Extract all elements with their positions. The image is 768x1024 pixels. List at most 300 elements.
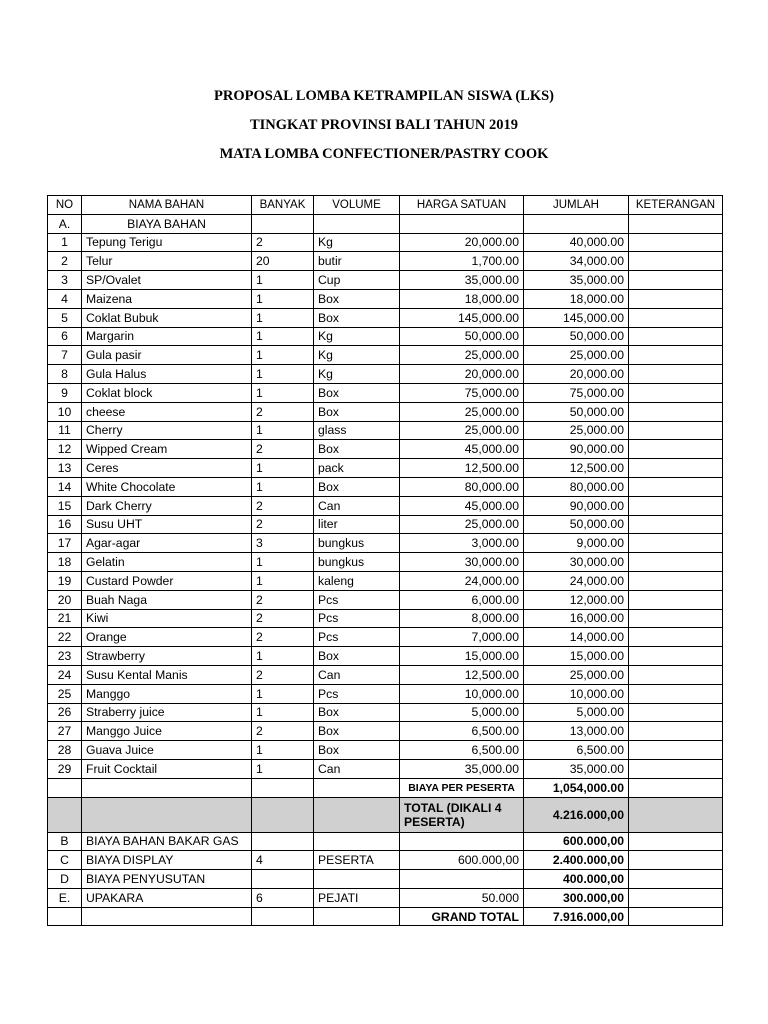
header-jumlah: JUMLAH xyxy=(524,196,629,215)
item-qty: 1 xyxy=(252,741,314,760)
item-no: 11 xyxy=(48,421,82,440)
item-no: 27 xyxy=(48,722,82,741)
item-name: Straberry juice xyxy=(82,703,252,722)
item-no: 16 xyxy=(48,515,82,534)
item-name: Ceres xyxy=(82,459,252,478)
per-participant-row xyxy=(48,778,723,797)
item-name: Custard Powder xyxy=(82,571,252,590)
item-price: 45,000.00 xyxy=(400,496,524,515)
header-row xyxy=(48,196,723,215)
item-qty: 1 xyxy=(252,365,314,384)
item-total: 50,000.00 xyxy=(524,327,629,346)
item-note xyxy=(629,722,723,741)
item-note xyxy=(629,571,723,590)
title-line-2: TINGKAT PROVINSI BALI TAHUN 2019 xyxy=(249,117,519,133)
item-name: Susu UHT xyxy=(82,515,252,534)
item-price: 5,000.00 xyxy=(400,703,524,722)
item-note xyxy=(629,609,723,628)
item-qty: 1 xyxy=(252,271,314,290)
item-unit: Box xyxy=(314,741,400,760)
item-note xyxy=(629,553,723,572)
extra-name: BIAYA PENYUSUTAN xyxy=(82,870,252,889)
item-qty: 2 xyxy=(252,609,314,628)
item-unit: Box xyxy=(314,647,400,666)
item-qty: 2 xyxy=(252,590,314,609)
item-unit: Pcs xyxy=(314,628,400,647)
item-unit: bungkus xyxy=(314,534,400,553)
item-total: 13,000.00 xyxy=(524,722,629,741)
table-row xyxy=(48,665,723,684)
item-name: Wipped Cream xyxy=(82,440,252,459)
item-price: 6,500.00 xyxy=(400,722,524,741)
extra-price xyxy=(400,832,524,851)
empty-cell xyxy=(629,797,723,832)
extra-unit xyxy=(314,832,400,851)
item-unit: Box xyxy=(314,308,400,327)
item-unit: Box xyxy=(314,440,400,459)
table-row xyxy=(48,553,723,572)
item-name: Coklat Bubuk xyxy=(82,308,252,327)
item-no: 14 xyxy=(48,477,82,496)
empty-cell xyxy=(48,797,82,832)
item-unit: Box xyxy=(314,289,400,308)
item-price: 145,000.00 xyxy=(400,308,524,327)
item-note xyxy=(629,684,723,703)
item-unit: Can xyxy=(314,496,400,515)
item-note xyxy=(629,759,723,778)
item-unit: Pcs xyxy=(314,609,400,628)
item-note xyxy=(629,271,723,290)
item-unit: bungkus xyxy=(314,553,400,572)
item-qty: 2 xyxy=(252,628,314,647)
item-qty: 20 xyxy=(252,252,314,271)
table-row xyxy=(48,459,723,478)
item-total: 25,000.00 xyxy=(524,346,629,365)
item-price: 35,000.00 xyxy=(400,271,524,290)
item-total: 40,000.00 xyxy=(524,233,629,252)
item-price: 75,000.00 xyxy=(400,383,524,402)
item-qty: 1 xyxy=(252,477,314,496)
item-total: 9,000.00 xyxy=(524,534,629,553)
item-price: 15,000.00 xyxy=(400,647,524,666)
item-price: 25,000.00 xyxy=(400,421,524,440)
item-no: 9 xyxy=(48,383,82,402)
empty-cell xyxy=(48,778,82,797)
empty-cell xyxy=(252,778,314,797)
item-price: 18,000.00 xyxy=(400,289,524,308)
item-total: 75,000.00 xyxy=(524,383,629,402)
item-unit: glass xyxy=(314,421,400,440)
item-qty: 1 xyxy=(252,553,314,572)
item-unit: Box xyxy=(314,477,400,496)
item-name: Fruit Cocktail xyxy=(82,759,252,778)
item-name: SP/Ovalet xyxy=(82,271,252,290)
item-name: Dark Cherry xyxy=(82,496,252,515)
empty-cell xyxy=(252,797,314,832)
extra-note xyxy=(629,870,723,889)
item-unit: Can xyxy=(314,665,400,684)
table-row xyxy=(48,365,723,384)
item-name: Cherry xyxy=(82,421,252,440)
item-total: 15,000.00 xyxy=(524,647,629,666)
item-total: 25,000.00 xyxy=(524,421,629,440)
extra-row xyxy=(48,888,723,907)
item-unit: Box xyxy=(314,722,400,741)
item-price: 35,000.00 xyxy=(400,759,524,778)
item-no: 3 xyxy=(48,271,82,290)
header-no: NO xyxy=(48,196,82,215)
item-qty: 1 xyxy=(252,571,314,590)
item-price: 50,000.00 xyxy=(400,327,524,346)
item-note xyxy=(629,421,723,440)
item-no: 22 xyxy=(48,628,82,647)
item-name: Buah Naga xyxy=(82,590,252,609)
item-total: 5,000.00 xyxy=(524,703,629,722)
item-note xyxy=(629,233,723,252)
item-total: 18,000.00 xyxy=(524,289,629,308)
item-qty: 1 xyxy=(252,383,314,402)
total-row xyxy=(48,797,723,832)
item-name: cheese xyxy=(82,402,252,421)
item-name: Coklat block xyxy=(82,383,252,402)
extra-total: 2.400.000,00 xyxy=(524,851,629,870)
extra-name: UPAKARA xyxy=(82,888,252,907)
item-qty: 2 xyxy=(252,440,314,459)
item-qty: 2 xyxy=(252,722,314,741)
extra-no: D xyxy=(48,870,82,889)
header-volume: VOLUME xyxy=(314,196,400,215)
header-nama-bahan: NAMA BAHAN xyxy=(82,196,252,215)
item-no: 21 xyxy=(48,609,82,628)
item-note xyxy=(629,459,723,478)
item-no: 18 xyxy=(48,553,82,572)
item-name: Guava Juice xyxy=(82,741,252,760)
item-total: 50,000.00 xyxy=(524,515,629,534)
extra-unit: PESERTA xyxy=(314,851,400,870)
item-name: Gelatin xyxy=(82,553,252,572)
item-no: 1 xyxy=(48,233,82,252)
item-total: 35,000.00 xyxy=(524,759,629,778)
item-note xyxy=(629,534,723,553)
item-no: 23 xyxy=(48,647,82,666)
item-qty: 1 xyxy=(252,421,314,440)
item-note xyxy=(629,477,723,496)
section-no: A. xyxy=(48,214,82,233)
empty-cell xyxy=(314,797,400,832)
item-unit: Pcs xyxy=(314,684,400,703)
item-total: 145,000.00 xyxy=(524,308,629,327)
table-row xyxy=(48,421,723,440)
extra-total: 300.000,00 xyxy=(524,888,629,907)
header-keterangan: KETERANGAN xyxy=(629,196,723,215)
item-note xyxy=(629,703,723,722)
item-total: 90,000.00 xyxy=(524,496,629,515)
item-note xyxy=(629,515,723,534)
item-no: 12 xyxy=(48,440,82,459)
item-total: 16,000.00 xyxy=(524,609,629,628)
item-no: 20 xyxy=(48,590,82,609)
item-unit: pack xyxy=(314,459,400,478)
item-price: 25,000.00 xyxy=(400,346,524,365)
section-label: BIAYA BAHAN xyxy=(82,214,252,233)
item-no: 28 xyxy=(48,741,82,760)
item-no: 4 xyxy=(48,289,82,308)
extra-total: 600.000,00 xyxy=(524,832,629,851)
empty-cell xyxy=(629,907,723,926)
item-unit: Box xyxy=(314,402,400,421)
item-note xyxy=(629,665,723,684)
table-row xyxy=(48,233,723,252)
extra-price: 600.000,00 xyxy=(400,851,524,870)
item-qty: 1 xyxy=(252,647,314,666)
item-note xyxy=(629,327,723,346)
item-qty: 1 xyxy=(252,703,314,722)
grand-total-value: 7.916.000,00 xyxy=(524,907,629,926)
item-no: 15 xyxy=(48,496,82,515)
grand-total-label: GRAND TOTAL xyxy=(400,907,524,926)
item-price: 7,000.00 xyxy=(400,628,524,647)
item-total: 20,000.00 xyxy=(524,365,629,384)
item-unit: kaleng xyxy=(314,571,400,590)
item-total: 80,000.00 xyxy=(524,477,629,496)
item-note xyxy=(629,289,723,308)
item-total: 90,000.00 xyxy=(524,440,629,459)
item-note xyxy=(629,308,723,327)
item-qty: 2 xyxy=(252,233,314,252)
table-row xyxy=(48,515,723,534)
item-name: Orange xyxy=(82,628,252,647)
extra-qty: 6 xyxy=(252,888,314,907)
header-banyak: BANYAK xyxy=(252,196,314,215)
item-name: Strawberry xyxy=(82,647,252,666)
item-qty: 1 xyxy=(252,759,314,778)
item-note xyxy=(629,252,723,271)
item-no: 8 xyxy=(48,365,82,384)
empty-cell xyxy=(314,907,400,926)
item-qty: 3 xyxy=(252,534,314,553)
item-name: Kiwi xyxy=(82,609,252,628)
empty-cell xyxy=(82,907,252,926)
item-price: 8,000.00 xyxy=(400,609,524,628)
item-name: Tepung Terigu xyxy=(82,233,252,252)
extra-note xyxy=(629,851,723,870)
item-qty: 2 xyxy=(252,665,314,684)
item-qty: 1 xyxy=(252,459,314,478)
per-participant-label: BIAYA PER PESERTA xyxy=(400,778,524,797)
table-row xyxy=(48,609,723,628)
item-unit: Box xyxy=(314,383,400,402)
per-participant-total: 1,054,000.00 xyxy=(524,778,629,797)
item-total: 30,000.00 xyxy=(524,553,629,572)
item-no: 5 xyxy=(48,308,82,327)
section-a-row xyxy=(48,214,723,233)
item-no: 19 xyxy=(48,571,82,590)
table-row xyxy=(48,252,723,271)
table-row xyxy=(48,534,723,553)
extra-note xyxy=(629,832,723,851)
item-qty: 2 xyxy=(252,496,314,515)
extra-no: E. xyxy=(48,888,82,907)
item-qty: 2 xyxy=(252,515,314,534)
item-note xyxy=(629,346,723,365)
grand-total-row xyxy=(48,907,723,926)
table-row xyxy=(48,590,723,609)
table-row xyxy=(48,703,723,722)
item-qty: 2 xyxy=(252,402,314,421)
item-price: 30,000.00 xyxy=(400,553,524,572)
item-name: Manggo xyxy=(82,684,252,703)
table-row xyxy=(48,477,723,496)
item-note xyxy=(629,402,723,421)
item-no: 25 xyxy=(48,684,82,703)
item-price: 20,000.00 xyxy=(400,233,524,252)
extra-total: 400.000,00 xyxy=(524,870,629,889)
item-total: 35,000.00 xyxy=(524,271,629,290)
item-no: 7 xyxy=(48,346,82,365)
extra-name: BIAYA DISPLAY xyxy=(82,851,252,870)
item-price: 25,000.00 xyxy=(400,402,524,421)
item-price: 20,000.00 xyxy=(400,365,524,384)
item-note xyxy=(629,590,723,609)
item-name: Telur xyxy=(82,252,252,271)
item-qty: 1 xyxy=(252,327,314,346)
item-unit: Kg xyxy=(314,233,400,252)
table-row xyxy=(48,346,723,365)
item-price: 25,000.00 xyxy=(400,515,524,534)
item-unit: butir xyxy=(314,252,400,271)
item-total: 24,000.00 xyxy=(524,571,629,590)
item-price: 45,000.00 xyxy=(400,440,524,459)
table-row xyxy=(48,402,723,421)
item-price: 3,000.00 xyxy=(400,534,524,553)
item-name: White Chocolate xyxy=(82,477,252,496)
item-total: 6,500.00 xyxy=(524,741,629,760)
item-note xyxy=(629,383,723,402)
total-label: TOTAL (DIKALI 4 PESERTA) xyxy=(400,797,524,832)
title-line-1: PROPOSAL LOMBA KETRAMPILAN SISWA (LKS) xyxy=(214,88,554,104)
empty-cell xyxy=(82,797,252,832)
extra-name: BIAYA BAHAN BAKAR GAS xyxy=(82,832,252,851)
item-note xyxy=(629,647,723,666)
item-no: 6 xyxy=(48,327,82,346)
item-price: 10,000.00 xyxy=(400,684,524,703)
item-qty: 1 xyxy=(252,308,314,327)
item-qty: 1 xyxy=(252,346,314,365)
item-unit: Kg xyxy=(314,346,400,365)
table-row xyxy=(48,722,723,741)
extra-row xyxy=(48,870,723,889)
extra-row xyxy=(48,851,723,870)
item-no: 17 xyxy=(48,534,82,553)
item-total: 25,000.00 xyxy=(524,665,629,684)
item-total: 50,000.00 xyxy=(524,402,629,421)
extra-unit xyxy=(314,870,400,889)
extra-qty xyxy=(252,832,314,851)
extra-no: C xyxy=(48,851,82,870)
item-name: Maizena xyxy=(82,289,252,308)
item-unit: Pcs xyxy=(314,590,400,609)
extra-no: B xyxy=(48,832,82,851)
extra-note xyxy=(629,888,723,907)
extra-row xyxy=(48,832,723,851)
item-no: 24 xyxy=(48,665,82,684)
title-line-3: MATA LOMBA CONFECTIONER/PASTRY COOK xyxy=(219,146,549,162)
extra-price xyxy=(400,870,524,889)
item-name: Susu Kental Manis xyxy=(82,665,252,684)
table-row xyxy=(48,496,723,515)
item-note xyxy=(629,496,723,515)
extra-price: 50.000 xyxy=(400,888,524,907)
item-total: 34,000.00 xyxy=(524,252,629,271)
item-no: 29 xyxy=(48,759,82,778)
item-qty: 1 xyxy=(252,289,314,308)
table-row xyxy=(48,289,723,308)
item-unit: Cup xyxy=(314,271,400,290)
item-name: Gula pasir xyxy=(82,346,252,365)
item-price: 6,500.00 xyxy=(400,741,524,760)
budget-table xyxy=(47,195,723,926)
header-harga-satuan: HARGA SATUAN xyxy=(400,196,524,215)
table-row xyxy=(48,684,723,703)
table-row xyxy=(48,327,723,346)
extra-qty xyxy=(252,870,314,889)
item-note xyxy=(629,741,723,760)
item-unit: Can xyxy=(314,759,400,778)
item-unit: Kg xyxy=(314,327,400,346)
item-name: Manggo Juice xyxy=(82,722,252,741)
item-no: 26 xyxy=(48,703,82,722)
item-name: Agar-agar xyxy=(82,534,252,553)
table-row xyxy=(48,308,723,327)
item-no: 13 xyxy=(48,459,82,478)
total-value: 4.216.000,00 xyxy=(524,797,629,832)
item-unit: Box xyxy=(314,703,400,722)
item-price: 80,000.00 xyxy=(400,477,524,496)
item-price: 1,700.00 xyxy=(400,252,524,271)
item-note xyxy=(629,628,723,647)
item-total: 12,500.00 xyxy=(524,459,629,478)
item-price: 24,000.00 xyxy=(400,571,524,590)
empty-cell xyxy=(629,778,723,797)
table-row xyxy=(48,271,723,290)
item-name: Margarin xyxy=(82,327,252,346)
item-no: 10 xyxy=(48,402,82,421)
item-price: 12,500.00 xyxy=(400,459,524,478)
item-price: 6,000.00 xyxy=(400,590,524,609)
empty-cell xyxy=(48,907,82,926)
table-row xyxy=(48,759,723,778)
extra-unit: PEJATI xyxy=(314,888,400,907)
table-row xyxy=(48,440,723,459)
item-note xyxy=(629,440,723,459)
empty-cell xyxy=(314,778,400,797)
empty-cell xyxy=(252,907,314,926)
item-no: 2 xyxy=(48,252,82,271)
table-row xyxy=(48,741,723,760)
item-unit: liter xyxy=(314,515,400,534)
empty-cell xyxy=(82,778,252,797)
item-unit: Kg xyxy=(314,365,400,384)
table-row xyxy=(48,383,723,402)
table-row xyxy=(48,628,723,647)
item-qty: 1 xyxy=(252,684,314,703)
item-total: 14,000.00 xyxy=(524,628,629,647)
item-total: 10,000.00 xyxy=(524,684,629,703)
extra-qty: 4 xyxy=(252,851,314,870)
item-note xyxy=(629,365,723,384)
item-name: Gula Halus xyxy=(82,365,252,384)
table-row xyxy=(48,571,723,590)
